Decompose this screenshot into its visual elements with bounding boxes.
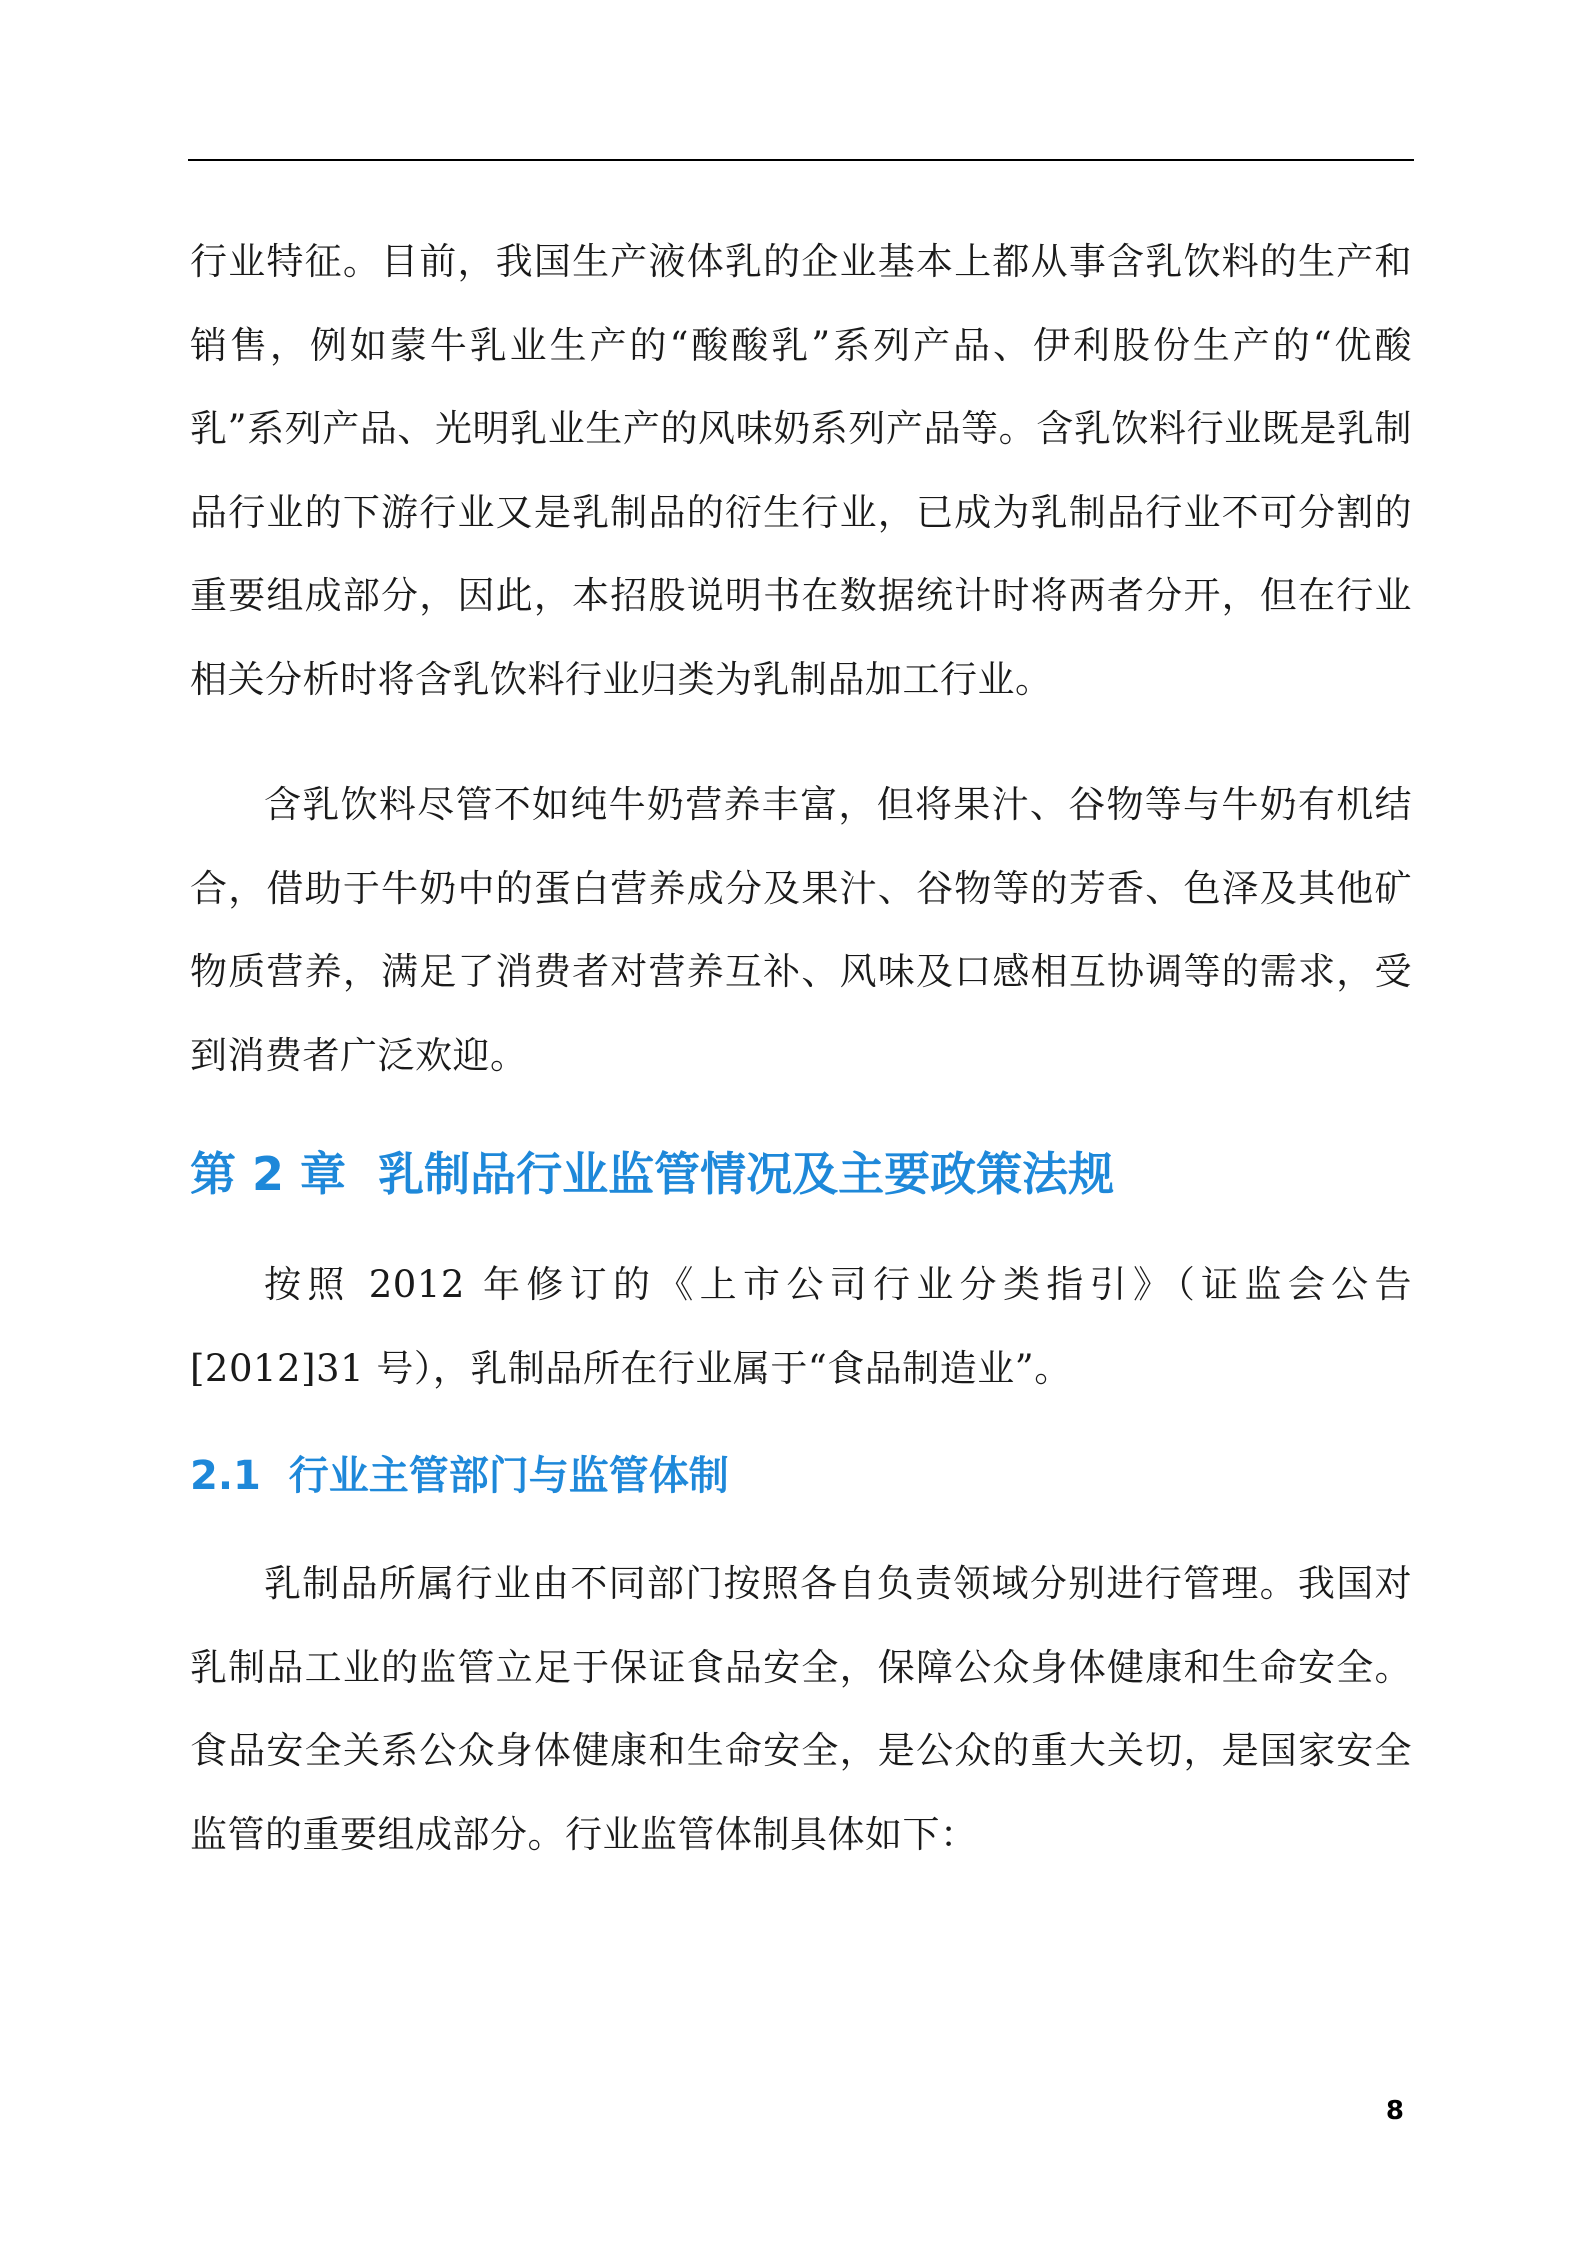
spacer xyxy=(190,1508,1412,1542)
chapter-heading: 第 2 章 乳制品行业监管情况及主要政策法规 xyxy=(190,1147,1115,1201)
spacer xyxy=(190,1209,1412,1243)
paragraph-regulation-system: 乳制品所属行业由不同部门按照各自负责领域分别进行管理。我国对乳制品工业的监管立足于保证食品安全，保障公众身体健康和生命安全。食品安全关系公众身体健康和生命安全，是公众的重大关切，是国家安全监管的重要组成部分。行业监管体制具体如下： xyxy=(190,1562,1412,1856)
paragraph-milk-beverage: 含乳饮料尽管不如纯牛奶营养丰富，但将果汁、谷物等与牛奶有机结合，借助于牛奶中的蛋白营养成分及果汁、谷物等的芳香、色泽及其他矿物质营养，满足了消费者对营养互补、风味及口感相互协调等的需求，受到消费者广泛欢迎。 xyxy=(190,783,1412,1077)
page-content xyxy=(190,220,1412,1876)
header-rule xyxy=(188,159,1414,161)
paragraph-industry-features: 行业特征。目前，我国生产液体乳的企业基本上都从事含乳饮料的生产和销售，例如蒙牛乳业生产的“酸酸乳”系列产品、伊利股份生产的“优酸乳”系列产品、光明乳业生产的风味奶系列产品等。含乳饮料行业既是乳制品行业的下游行业又是乳制品的衍生行业，已成为乳制品行业不可分割的重要组成部分，因此，本招股说明书在数据统计时将两者分开，但在行业相关分析时将含乳饮料行业归类为乳制品加工行业。 xyxy=(190,240,1412,701)
spacer xyxy=(190,1097,1412,1139)
paragraph-industry-classification: 按照 2012 年修订的《上市公司行业分类指引》（证监会公告[2012]31 号），乳制品所在行业属于“食品制造业”。 xyxy=(190,1263,1412,1390)
spacer xyxy=(190,1410,1412,1444)
page-number: 8 xyxy=(1385,2096,1404,2126)
spacer xyxy=(190,721,1412,763)
section-heading: 2.1 行业主管部门与监管体制 xyxy=(190,1453,729,1499)
